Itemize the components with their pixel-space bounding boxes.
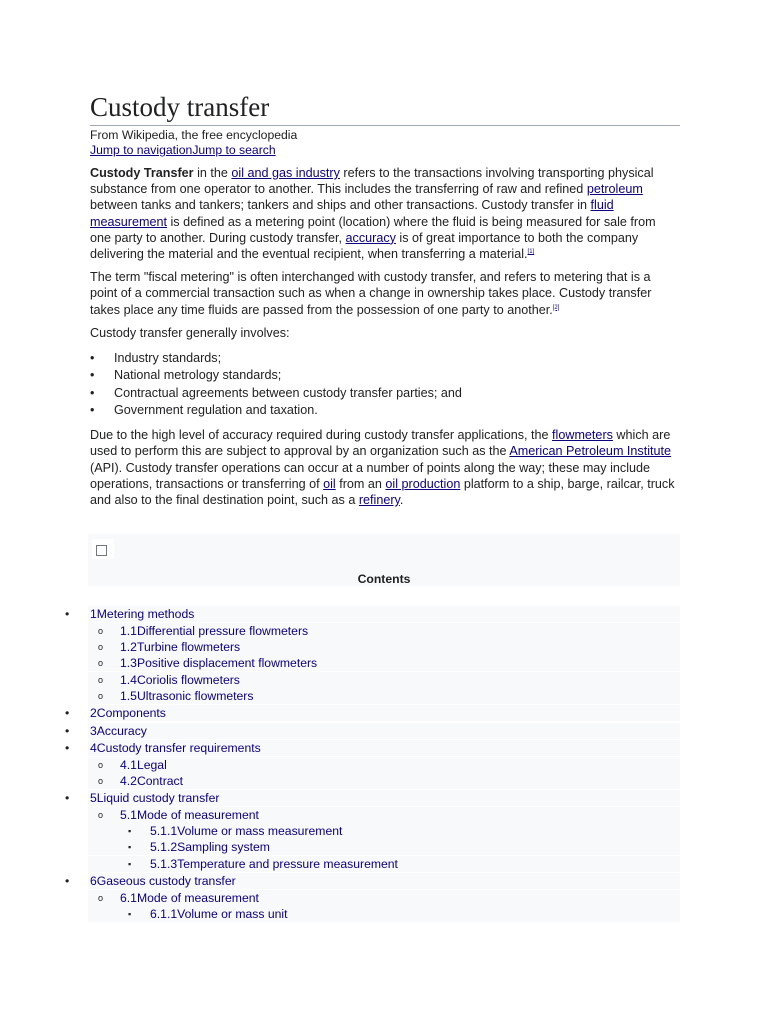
toc-item[interactable] [88,890,680,906]
toc-bullet-icon: ▪ [128,858,132,869]
toc-text: Liquid custody transfer [96,791,220,805]
toc-number: 6.1 [120,890,137,905]
link-american-petroleum-institute[interactable]: American Petroleum Institute [509,444,672,459]
toc-link[interactable] [90,740,261,756]
site-subtitle: From Wikipedia, the free encyclopedia [90,128,298,142]
paragraph-accuracy [90,427,680,508]
toc-bullet-icon: o [98,775,104,786]
toc-text: Volume or mass unit [177,907,288,921]
list-item: • Government regulation and taxation. [90,402,680,419]
list-item: • National metrology standards; [90,367,680,384]
toc-bullet-icon: o [98,674,104,685]
toc-number: 1.2 [120,640,137,654]
text-run: is defined as a metering point (location) where the fluid is being measured for sale from one party to another. During custody transfer, [90,214,656,245]
paragraph-involves: Custody transfer generally involves: [90,325,290,340]
toc-number: 5.1.2 [150,840,178,854]
jump-links [90,143,680,158]
toc-item[interactable] [88,757,680,773]
toc-title: Contents [357,572,411,586]
toc-item[interactable] [88,839,680,855]
toc-text: Gaseous custody transfer [96,874,236,888]
toc-bullet-icon: o [98,691,104,701]
toc-number: 2 [90,706,97,720]
toc-link[interactable] [150,906,288,922]
toc-link[interactable] [90,606,194,622]
toc-item[interactable] [88,823,680,839]
toc-item[interactable] [88,906,680,922]
toc-link[interactable] [90,705,166,721]
toc-link[interactable] [120,757,167,773]
toc-number: 3 [90,723,97,738]
jump-to-search-link[interactable]: Jump to search [192,143,276,157]
toc-link[interactable] [90,790,219,806]
reference-2[interactable]: [2] [552,304,560,311]
jump-to-navigation-link[interactable]: Jump to navigation [90,143,193,157]
toc-number: 1.5 [120,689,137,703]
toc-text: Coriolis flowmeters [136,672,240,687]
toc-number: 5.1.3 [150,856,178,871]
toc-bullet-icon: o [98,759,104,770]
toc-item[interactable] [88,807,680,823]
paragraph-fiscal-metering [90,269,680,318]
toc-item[interactable] [88,672,680,688]
toc-text: Custody transfer requirements [96,740,261,755]
link-petroleum[interactable]: petroleum [586,182,643,197]
toc-item[interactable] [65,873,680,889]
toc-link[interactable] [120,773,183,789]
toc-text: Components [96,706,166,720]
text-run: is of great importance to both the company delivering the material and the eventual recipient, when transferring a material. [90,230,639,262]
toc-bullet-icon: • [65,740,70,755]
toc-text: Mode of measurement [136,807,259,822]
toc-item[interactable] [88,688,680,704]
toc-text: Volume or mass measurement [177,824,343,838]
toc-link[interactable] [120,623,308,639]
text-run: refers to the transactions involving transporting physical substance from one operator to another. This includes the transferring of raw and refined [90,166,654,197]
toc-text: Mode of measurement [136,890,259,905]
toc-number: 5.1.1 [150,824,178,838]
toc-link[interactable] [120,807,259,823]
toc-bullet-icon: o [98,892,104,903]
toc-text: Metering methods [96,607,195,621]
toc-bullet-icon: ▪ [128,909,132,919]
toc-bullet-icon: o [98,642,104,652]
toc-link[interactable] [120,672,240,688]
toc-number: 1 [90,607,97,621]
text-run: (API). Custody transfer operations can occur at a number of points along the way; these may include operations, transactions or transferring of [90,460,651,491]
toc-item[interactable] [88,856,680,872]
toc-item[interactable] [65,723,680,739]
toc-number: 4 [90,740,97,755]
toc-link[interactable] [120,890,259,906]
toc-text: Contract [136,773,184,788]
toc-item[interactable] [88,639,680,655]
text-run: . [399,493,404,508]
link-accuracy[interactable]: accuracy [345,230,396,245]
paragraph-intro [90,165,680,262]
toc-bullet-icon: • [65,706,70,720]
toc-text: Ultrasonic flowmeters [136,689,254,703]
toc-bullet-icon: o [98,658,104,668]
text-run: between tanks and tankers; tankers and ships and other transactions. Custody transfer in [90,198,591,213]
bold-term: Custody Transfer [90,166,194,180]
toc-number: 1.4 [120,672,137,687]
toc-item[interactable] [65,606,680,622]
toc-link[interactable] [120,688,253,704]
toc-bullet-icon: • [65,723,70,738]
reference-1[interactable]: [1] [527,249,535,256]
toc-link[interactable] [150,823,342,839]
toc-toggle[interactable] [92,539,114,559]
link-flowmeters[interactable]: flowmeters [552,428,613,443]
text-run: The term "fiscal metering" is often interchanged with custody transfer, and refers to metering that is a point of a commercial transaction such as when a change in ownership takes place. Custody transfer takes place any time fluids are passed from the possession of one party to another. [90,270,652,317]
toc-link[interactable] [90,873,236,889]
toc-text: Sampling system [177,840,270,854]
toc-link[interactable] [90,723,147,739]
toc-bullet-icon: ▪ [128,842,132,852]
list-item: • Industry standards; [90,350,680,367]
toc-item[interactable] [88,773,680,789]
toc-bullet-icon: • [65,874,70,888]
involves-list [90,350,680,419]
article [90,90,680,515]
link-refinery[interactable]: refinery [358,493,400,508]
toc-text: Accuracy [96,723,147,738]
toc-bullet-icon: • [65,607,70,621]
toc-bullet-icon: • [65,791,70,805]
link-oil[interactable]: oil [323,476,336,491]
toc-item[interactable] [65,705,680,721]
toc-number: 5 [90,791,97,805]
toc-link[interactable] [120,639,240,655]
toc-link[interactable] [120,655,317,671]
list-item: • Contractual agreements between custody transfer parties; and [90,385,680,402]
text-run: from an [335,476,386,491]
toc-number: 1.1 [120,623,137,638]
text-run: in the [193,166,232,180]
toc-item[interactable] [65,740,680,756]
toc-text: Turbine flowmeters [136,640,241,654]
toc-text: Temperature and pressure measurement [177,856,398,871]
link-fluid-measurement[interactable]: fluid measurement [90,198,614,229]
page-title: Custody transfer [90,90,680,126]
text-run: Due to the high level of accuracy required during custody transfer applications, the [90,428,553,443]
text-run: platform to a ship, barge, railcar, truck and also to the final destination point, such as a [90,476,675,508]
toc-number: 4.2 [120,773,137,788]
toc-number: 5.1 [120,807,137,822]
toc-text: Positive displacement flowmeters [136,656,318,670]
link-oil-production[interactable]: oil production [385,476,461,491]
toc-text: Differential pressure flowmeters [136,623,309,638]
toc-bullet-icon: ▪ [128,826,132,836]
toc-number: 6 [90,874,97,888]
toc-bullet-icon: o [98,625,104,636]
toc-number: 1.3 [120,656,137,670]
toc-item[interactable] [65,790,680,806]
toc-number: 4.1 [120,757,137,772]
toc-item[interactable] [88,655,680,671]
link-oil-and-gas-industry[interactable]: oil and gas industry [231,166,340,180]
toc-text: Legal [136,757,167,772]
toc-number: 6.1.1 [150,907,178,921]
toc-checkbox[interactable] [96,545,107,556]
toc-link[interactable] [150,856,398,872]
toc-header [88,534,680,586]
toc-item[interactable] [88,623,680,639]
text-run: which are used to perform this are subject to approval by an organization such as the [90,428,671,459]
toc-bullet-icon: o [98,809,104,820]
toc-link[interactable] [150,839,270,855]
